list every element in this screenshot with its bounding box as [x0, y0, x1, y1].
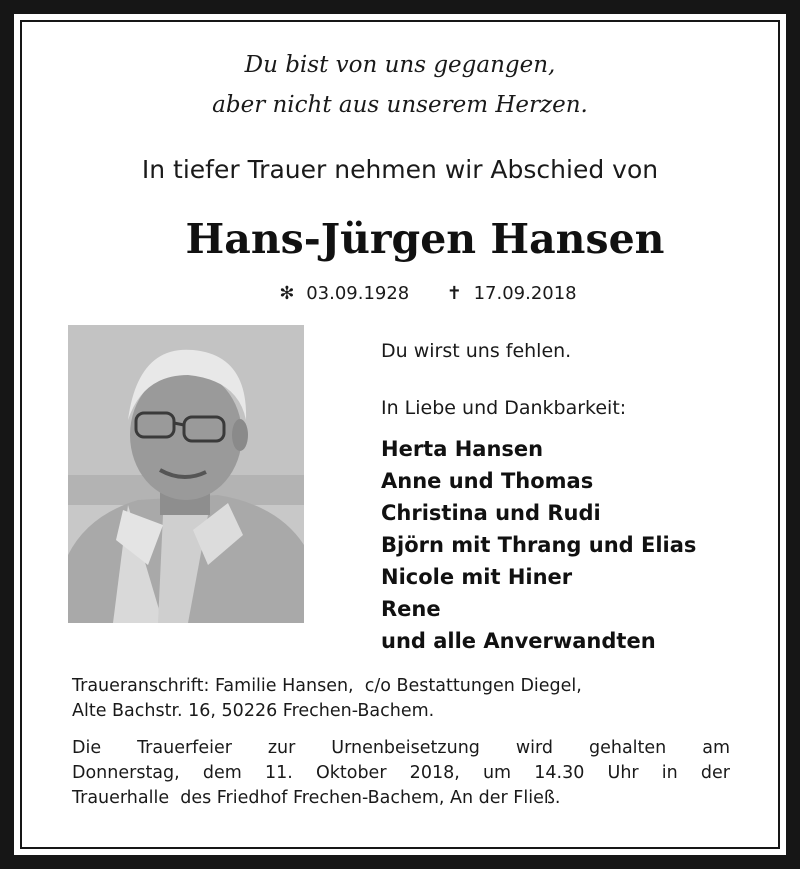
family-list [381, 433, 696, 657]
birth-star-icon: ✻ [279, 283, 295, 304]
family-member: Björn mit Thrang und Elias [381, 533, 697, 557]
life-dates [0, 283, 800, 304]
deceased-name: Hans-Jürgen Hansen [185, 215, 665, 263]
intro-text: In tiefer Trauer nehmen wir Abschied von [141, 155, 659, 184]
address-line-2: Alte Bachstr. 16, 50226 Frechen-Bachem. [72, 701, 435, 721]
motto-line-2: aber nicht aus unserem Herzen. [212, 92, 588, 118]
family-member: Anne und Thomas [381, 469, 594, 493]
family-member: Herta Hansen [381, 437, 544, 461]
ceremony-line-3: Trauerhalle des Friedhof Frechen-Bachem, An der Fließ. [72, 788, 561, 808]
ceremony-line-2: Donnerstag, dem 11. Oktober 2018, um 14.30 Uhr in der [72, 763, 730, 783]
cross-icon: ✝ [446, 283, 462, 304]
portrait-photo [68, 325, 304, 623]
birth-date: 03.09.1928 [306, 283, 410, 304]
motto-line-1: Du bist von uns gegangen, [244, 52, 556, 78]
ceremony-notice [72, 736, 730, 811]
family-member: Nicole mit Hiner [381, 565, 573, 589]
address-line-1: Traueranschrift: Familie Hansen, c/o Bestattungen Diegel, [72, 676, 582, 696]
death-date: 17.09.2018 [473, 283, 577, 304]
family-member: und alle Anverwandten [381, 629, 656, 653]
miss-text: Du wirst uns fehlen. [381, 340, 572, 362]
thanks-text: In Liebe und Dankbarkeit: [381, 397, 627, 419]
family-member: Rene [381, 597, 441, 621]
family-member: Christina und Rudi [381, 501, 601, 525]
ceremony-line-1: Die Trauerfeier zur Urnenbeisetzung wird gehalten am [72, 738, 730, 758]
mourning-address [72, 674, 722, 724]
